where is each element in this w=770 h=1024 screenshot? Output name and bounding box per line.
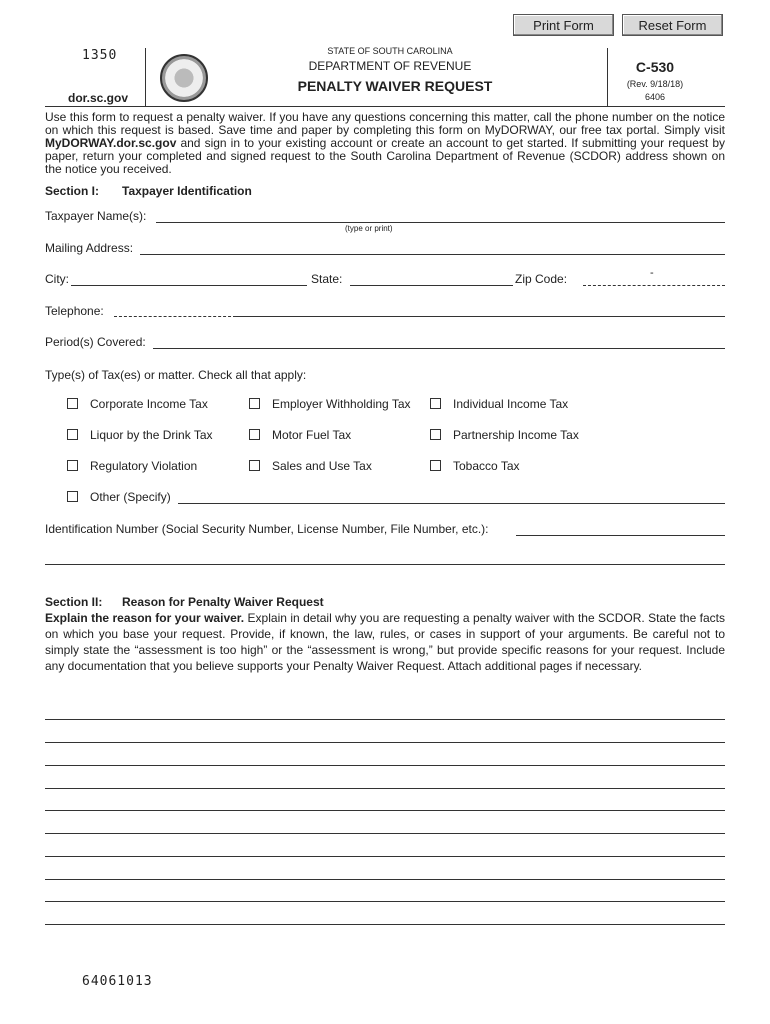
form-id: 6406 <box>644 92 666 102</box>
reason-line[interactable] <box>45 924 725 925</box>
checkbox-label: Tobacco Tax <box>453 459 520 473</box>
checkbox-label: Partnership Income Tax <box>453 428 579 442</box>
other-specify-field[interactable] <box>178 503 725 504</box>
checkbox-liquor-by-the-drink-tax[interactable] <box>67 429 78 440</box>
type-or-print-hint: (type or print) <box>345 224 393 233</box>
website-label: dor.sc.gov <box>68 91 129 105</box>
header-divider-right <box>607 48 608 106</box>
department-name: DEPARTMENT OF REVENUE <box>308 59 472 73</box>
id-number-field[interactable] <box>516 535 725 536</box>
checkbox-label: Motor Fuel Tax <box>272 428 352 442</box>
form-number: C-530 <box>635 59 675 75</box>
tax-types-prompt: Type(s) of Tax(es) or matter. Check all that apply: <box>45 368 307 382</box>
zip-label: Zip Code: <box>515 272 568 286</box>
telephone-field[interactable] <box>114 316 236 317</box>
form-code-top: 1350 <box>82 48 118 63</box>
mailing-address-label: Mailing Address: <box>45 241 134 255</box>
checkbox-sales-and-use-tax[interactable] <box>249 460 260 471</box>
checkbox-partnership-income-tax[interactable] <box>430 429 441 440</box>
telephone-label: Telephone: <box>45 304 104 318</box>
section-2-instructions: Explain the reason for your waiver. Explain in detail why you are requesting a penalty waiver with the SCDOR. State the facts on which you base your request. Provide, if known, the law, rules, or cases in support of your arguments. Be careful not to simply state the “assessment is too high” or the “assessment is wrong,” but provide specific reasons for your request. Include any documentation that you believe supports your Penalty Waiver Request. Attach additional pages if necessary. <box>45 611 726 673</box>
state-label: State: <box>311 272 343 286</box>
checkbox-label: Employer Withholding Tax <box>272 397 411 411</box>
intro-paragraph: Use this form to request a penalty waiver. If you have any questions concerning this matter, call the phone number on the notice on which this request is based. Save time and paper by completing this form on MyDORWAY, our free tax portal. Simply visit MyDORWAY.dor.sc.gov and sign in to your existing account or create an account to get started. If submitting your request by paper, return your completed and signed request to the South Carolina Department of Revenue (SCDOR) address shown on the notice you received. <box>45 110 725 176</box>
header-rule <box>45 106 725 107</box>
checkbox-corporate-income-tax[interactable] <box>67 398 78 409</box>
print-form-button[interactable]: Print Form <box>513 14 614 36</box>
state-field[interactable] <box>350 285 513 286</box>
section-1-title: Taxpayer Identification <box>122 184 252 198</box>
reason-line[interactable] <box>45 856 725 857</box>
state-seal-icon <box>160 54 208 102</box>
mailing-address-field[interactable] <box>140 254 725 255</box>
checkbox-regulatory-violation[interactable] <box>67 460 78 471</box>
form-code-bottom: 64061013 <box>82 974 153 989</box>
checkbox-label: Liquor by the Drink Tax <box>90 428 213 442</box>
checkbox-tobacco-tax[interactable] <box>430 460 441 471</box>
zip-separator: - <box>650 267 654 279</box>
section-2-title: Reason for Penalty Waiver Request <box>122 595 324 609</box>
city-field[interactable] <box>71 285 307 286</box>
form-title: PENALTY WAIVER REQUEST <box>297 78 493 94</box>
reason-line[interactable] <box>45 788 725 789</box>
checkbox-label: Other (Specify) <box>90 490 171 504</box>
reason-line[interactable] <box>45 833 725 834</box>
reset-form-button[interactable]: Reset Form <box>622 14 723 36</box>
zip-field[interactable] <box>583 285 725 286</box>
checkbox-other[interactable] <box>67 491 78 502</box>
checkbox-label: Individual Income Tax <box>453 397 569 411</box>
checkbox-label: Regulatory Violation <box>90 459 198 473</box>
section-1-label: Section I: <box>45 184 100 198</box>
id-number-field-line-2[interactable] <box>45 564 725 565</box>
reason-line[interactable] <box>45 879 725 880</box>
reason-line[interactable] <box>45 742 725 743</box>
header-divider-left <box>145 48 146 106</box>
reason-line[interactable] <box>45 810 725 811</box>
periods-covered-label: Period(s) Covered: <box>45 335 146 349</box>
form-revision: (Rev. 9/18/18) <box>626 79 684 89</box>
city-label: City: <box>45 272 69 286</box>
checkbox-employer-withholding-tax[interactable] <box>249 398 260 409</box>
section-2-label: Section II: <box>45 595 103 609</box>
checkbox-individual-income-tax[interactable] <box>430 398 441 409</box>
reason-line[interactable] <box>45 719 725 720</box>
checkbox-label: Sales and Use Tax <box>272 459 372 473</box>
reason-line[interactable] <box>45 901 725 902</box>
telephone-extension-line <box>236 316 725 317</box>
reason-line[interactable] <box>45 765 725 766</box>
checkbox-motor-fuel-tax[interactable] <box>249 429 260 440</box>
taxpayer-name-field[interactable] <box>156 222 725 223</box>
checkbox-label: Corporate Income Tax <box>90 397 208 411</box>
mydorway-link[interactable]: MyDORWAY.dor.sc.gov <box>45 136 177 150</box>
taxpayer-name-label: Taxpayer Name(s): <box>45 209 147 223</box>
id-number-label: Identification Number (Social Security Number, License Number, File Number, etc.): <box>45 522 489 536</box>
periods-covered-field[interactable] <box>153 348 725 349</box>
state-name: STATE OF SOUTH CAROLINA <box>327 46 453 56</box>
